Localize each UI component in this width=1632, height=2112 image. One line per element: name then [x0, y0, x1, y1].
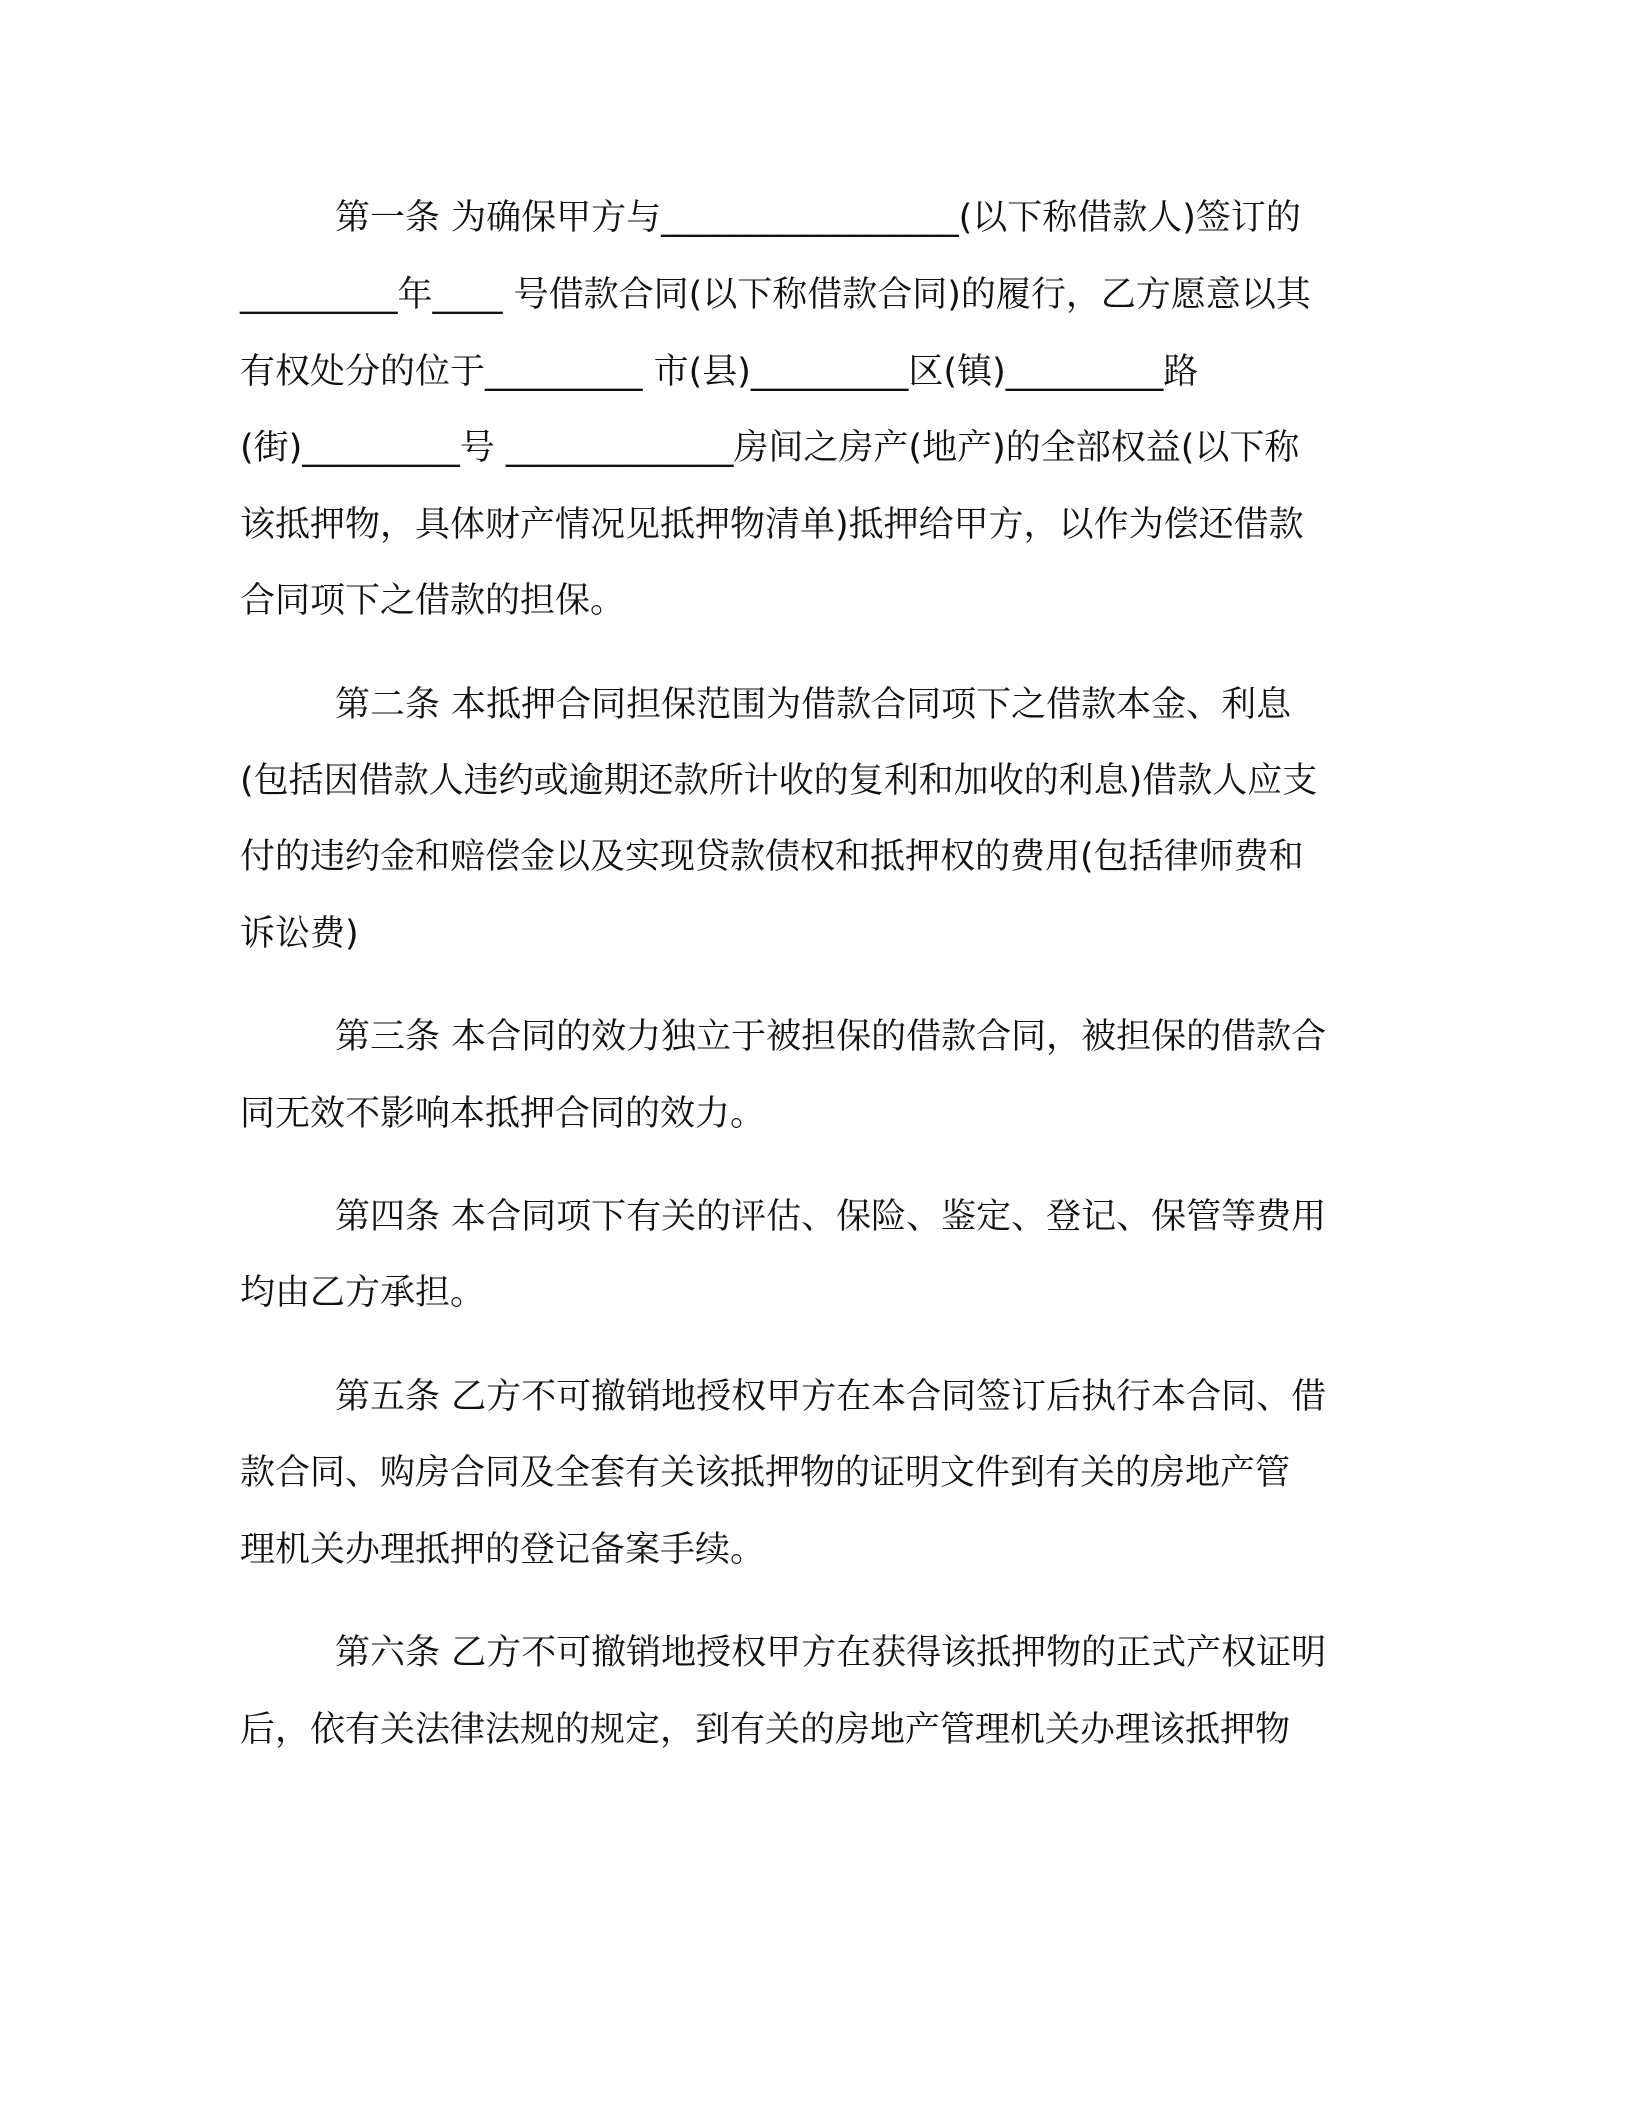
- article-6-line-1: 第六条 乙方不可撤销地授权甲方在获得该抵押物的正式产权证明: [335, 1633, 1327, 1673]
- article-2-line-3: 付的违约金和赔偿金以及实现贷款债权和抵押权的费用(包括律师费和: [240, 837, 1304, 877]
- article-5-line-3: 理机关办理抵押的登记备案手续。: [240, 1530, 766, 1570]
- article-4-line-1: 第四条 本合同项下有关的评估、保险、鉴定、登记、保管等费用: [335, 1197, 1327, 1237]
- article-3-line-2: 同无效不影响本抵押合同的效力。: [240, 1094, 766, 1134]
- article-6-line-2: 后，依有关法律法规的规定，到有关的房地产管理机关办理该抵押物: [240, 1710, 1291, 1750]
- article-3-line-1: 第三条 本合同的效力独立于被担保的借款合同，被担保的借款合: [335, 1017, 1327, 1057]
- article-1-line-2: _________年____ 号借款合同(以下称借款合同)的履行，乙方愿意以其: [240, 275, 1311, 315]
- article-2-line-4: 诉讼费): [240, 914, 359, 954]
- article-1-line-1: 第一条 为确保甲方与_________________(以下称借款人)签订的: [335, 198, 1301, 238]
- article-2-line-1: 第二条 本抵押合同担保范围为借款合同项下之借款本金、利息: [335, 685, 1292, 725]
- article-2-line-2: (包括因借款人违约或逾期还款所计收的复利和加收的利息)借款人应支: [240, 761, 1318, 801]
- article-1-line-5: 该抵押物，具体财产情况见抵押物清单)抵押给甲方，以作为偿还借款: [240, 505, 1304, 545]
- article-5-line-2: 款合同、购房合同及全套有关该抵押物的证明文件到有关的房地产管: [240, 1453, 1291, 1493]
- article-1-line-6: 合同项下之借款的担保。: [240, 581, 626, 621]
- article-4-line-2: 均由乙方承担。: [240, 1273, 486, 1313]
- article-1-line-3: 有权处分的位于_________ 市(县)_________区(镇)_________路: [240, 352, 1199, 392]
- article-5-line-1: 第五条 乙方不可撤销地授权甲方在本合同签订后执行本合同、借: [335, 1377, 1327, 1417]
- article-1-line-4: (街)_________号 _____________房间之房产(地产)的全部权益(以下称: [240, 428, 1300, 468]
